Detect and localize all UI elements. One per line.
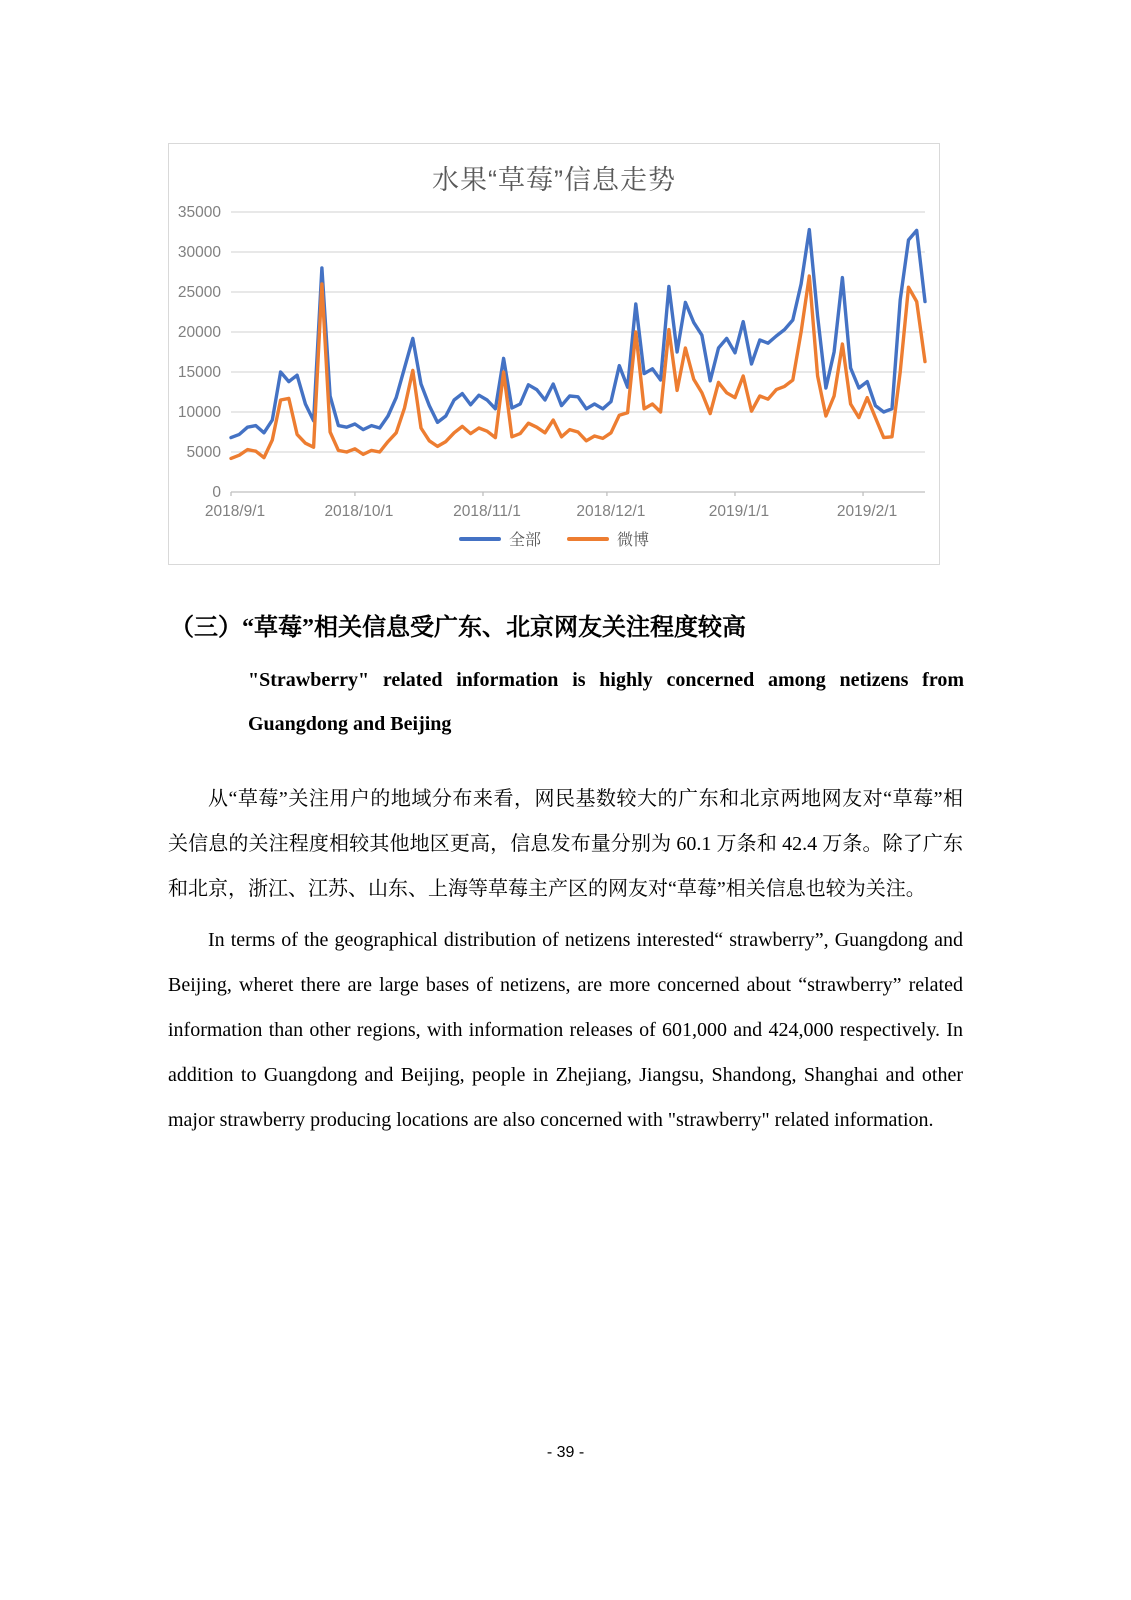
series-line-微博 [231,276,925,458]
legend-label: 全部 [508,532,541,549]
page-number: - 39 - [546,1444,585,1461]
chart-legend [169,527,939,550]
y-axis-tick-label: 25000 [177,284,221,301]
trend-chart-plot [169,144,941,566]
series-line-全部 [231,230,925,438]
y-axis-tick-label: 10000 [177,404,221,421]
paragraph-chinese: 从“草莓”关注用户的地域分布来看，网民基数较大的广东和北京两地网友对“草莓”相关信息的关注程度相较其他地区更高，信息发布量分别为 60.1 万条和 42.4 万条。除了广东和北京，浙江、江苏、山东、上海等草莓主产区的网友对“草莓”相关信息也较为关注。 [168,788,963,900]
x-axis-tick-label: 2018/9/1 [204,503,266,520]
paragraph-english: In terms of the geographical distribution of netizens interested“ strawberry”, Guangdong and Beijing, wheret there are large bases of netizens, are more concerned about “strawberry” related information than other regions, with information releases of 601,000 and 424,000 respectively. In addition to Guangdong and Beijing, people in Zhejiang, Jiangsu, Shandong, Shanghai and other major strawberry producing locations are also concerned with "strawberry" related information. [168,929,963,1131]
legend-item [567,527,649,550]
x-axis-tick-label: 2018/11/1 [453,503,521,520]
section-heading-chinese: （三）“草莓”相关信息受广东、北京网友关注程度较高 [170,615,746,641]
chart-title: 水果“草莓”信息走势 [432,165,676,195]
x-axis-tick-label: 2018/10/1 [324,503,394,520]
legend-item [459,527,541,550]
y-axis-tick-label: 30000 [177,244,221,261]
body-text [168,777,963,1143]
y-axis-tick-label: 35000 [177,204,221,221]
y-axis-tick-label: 20000 [177,324,221,341]
x-axis-tick-label: 2019/1/1 [708,503,770,520]
section-heading-english: "Strawberry" related information is highly concerned among netizens from Guangdong and Beijing [248,669,964,735]
y-axis-tick-label: 5000 [186,444,221,461]
strawberry-trend-chart [168,143,940,565]
legend-line-swatch [459,537,501,541]
x-axis-tick-label: 2019/2/1 [836,503,898,520]
legend-label: 微博 [617,532,650,549]
legend-line-swatch [567,537,609,541]
y-axis-tick-label: 0 [212,484,221,501]
y-axis-tick-label: 15000 [177,364,221,381]
x-axis-tick-label: 2018/12/1 [576,503,646,520]
